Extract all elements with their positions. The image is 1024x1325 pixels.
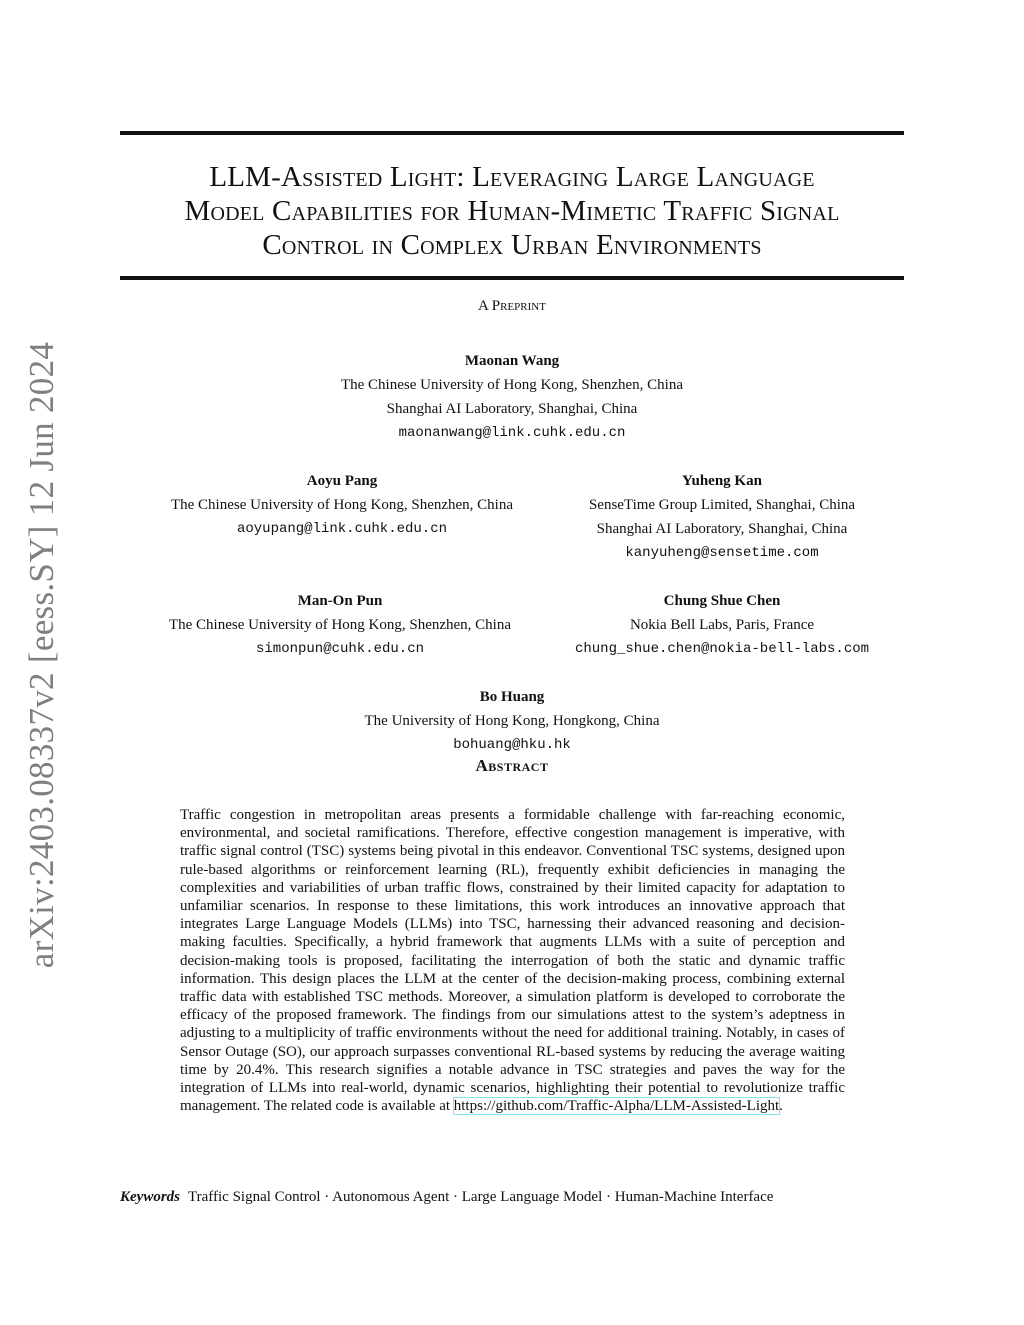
author-name: Maonan Wang — [464, 353, 560, 369]
title-top-rule — [120, 131, 904, 135]
author-affiliation: The Chinese University of Hong Kong, Shenzhen, China — [170, 497, 514, 513]
author-block — [552, 589, 892, 661]
author-name: Yuheng Kan — [682, 473, 762, 489]
author-email[interactable]: simonpun@cuhk.edu.cn — [255, 641, 425, 657]
abstract-text: Traffic congestion in metropolitan areas presents a formidable challenge with far-reaching economic, environmental, and societal ramifications. Therefore, effective congestion management is imperative, with traffic signal control (TSC) systems being pivotal in this endeavor. Conventional TSC systems, designed upon rule-based algorithms or reinforcement learning (RL), frequently exhibit deficiencies in managing the complexities and variabilities of urban traffic flows, constrained by their limited capacity for adaptation to unfamiliar scenarios. In response to these limitations, this work introduces an innovative approach that integrates Large Language Models (LLMs) into TSC, harnessing their advanced reasoning and decision-making faculties. Specifically, a hybrid framework that augments LLMs with a suite of perception and decision-making tools is proposed, facilitating the interrogation of both the static and dynamic traffic information. This design places the LLM at the center of the decision-making process, combining external traffic data with established TSC methods. Moreover, a simulation platform is developed to corroborate the efficacy of the proposed framework. The findings from our simulations attest to the system’s adeptness in adjusting to a multiplicity of traffic environments without the need for additional training. Notably, in cases of Sensor Outage (SO), our approach surpasses conventional RL-based systems by reducing the average waiting time by 20.4%. This research signifies a notable advance in TSC strategies and paves the way for the integration of LLMs into real-world, dynamic scenarios, highlighting their potential to revolutionize traffic management. The related code is available at — [180, 807, 845, 1115]
arxiv-identifier-stamp: arXiv:2403.08337v2 [eess.SY] 12 Jun 2024 — [22, 341, 61, 969]
preprint-label: A Preprint — [478, 298, 546, 314]
author-block — [262, 349, 762, 445]
author-affiliation: Nokia Bell Labs, Paris, France — [629, 617, 815, 633]
title-line: LLM-Assisted Light: Leveraging Large Language — [209, 161, 815, 193]
keywords-line — [120, 1189, 904, 1206]
author-name: Aoyu Pang — [306, 473, 378, 489]
author-email[interactable]: maonanwang@link.cuhk.edu.cn — [398, 425, 626, 441]
author-email[interactable]: chung_shue.chen@nokia-bell-labs.com — [574, 641, 870, 657]
author-name: Bo Huang — [479, 689, 545, 705]
author-affiliation: The University of Hong Kong, Hongkong, China — [364, 713, 660, 729]
author-affiliation: SenseTime Group Limited, Shanghai, China — [588, 497, 856, 513]
author-affiliation: The Chinese University of Hong Kong, Shenzhen, China — [340, 377, 684, 393]
author-affiliation: Shanghai AI Laboratory, Shanghai, China — [596, 521, 848, 537]
keywords-list: Traffic Signal Control · Autonomous Agent · Large Language Model · Human-Machine Interface — [188, 1189, 774, 1205]
author-block — [132, 469, 552, 541]
author-name: Chung Shue Chen — [663, 593, 781, 609]
author-block — [542, 469, 902, 565]
keywords-label: Keywords — [120, 1189, 180, 1205]
author-email[interactable]: kanyuheng@sensetime.com — [625, 545, 819, 561]
author-block — [262, 685, 762, 757]
author-email[interactable]: bohuang@hku.hk — [453, 737, 571, 753]
abstract-trailing-period: . — [779, 1098, 783, 1115]
title-bottom-rule — [120, 276, 904, 280]
abstract-body — [180, 806, 845, 1115]
author-name: Man-On Pun — [297, 593, 383, 609]
author-block — [130, 589, 550, 661]
author-email[interactable]: aoyupang@link.cuhk.edu.cn — [236, 521, 448, 537]
paper-title — [100, 160, 924, 262]
abstract-heading: Abstract — [475, 756, 549, 775]
title-line: Model Capabilities for Human-Mimetic Traffic Signal — [184, 195, 840, 227]
code-repository-link[interactable]: https://github.com/Traffic-Alpha/LLM-Assisted-Light — [453, 1098, 780, 1115]
author-affiliation: Shanghai AI Laboratory, Shanghai, China — [386, 401, 638, 417]
author-affiliation: The Chinese University of Hong Kong, Shenzhen, China — [168, 617, 512, 633]
title-line: Control in Complex Urban Environments — [262, 229, 762, 261]
